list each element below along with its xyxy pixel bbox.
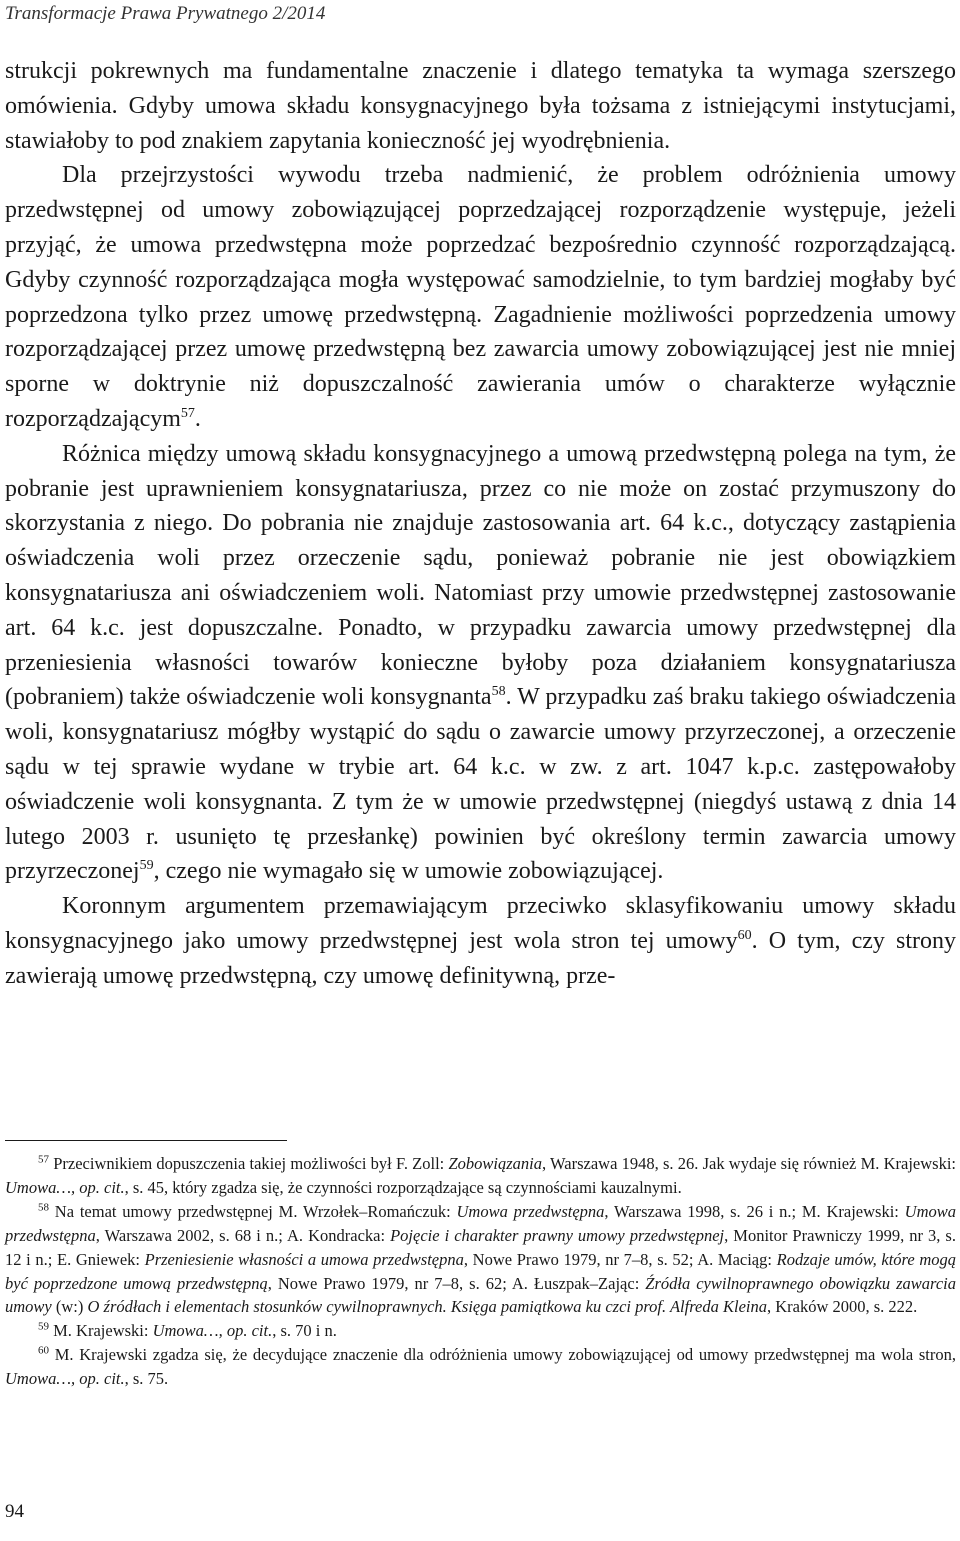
footnote-text: (w:)	[51, 1297, 88, 1317]
footnote-57	[5, 1152, 956, 1200]
footnote-ref-59[interactable]: 59	[139, 858, 154, 874]
footnote-title: Źródła cywilnoprawnego obowiązku zawarcia umowy	[5, 1273, 957, 1317]
footnote-number: 57	[38, 1153, 49, 1166]
paragraph-2-end: .	[194, 405, 201, 432]
footnote-60	[5, 1343, 956, 1391]
footnote-number: 60	[38, 1344, 49, 1357]
footnote-text: Na temat umowy przedwstępnej M. Wrzołek–Romańczuk:	[54, 1201, 457, 1221]
footnote-title: Zobowiązania	[448, 1154, 542, 1173]
footnote-text: M. Krajewski:	[53, 1321, 153, 1341]
footnote-number: 58	[38, 1201, 49, 1214]
footnote-text: , s. 75.	[124, 1369, 169, 1389]
footnote-text: , s. 70 i n.	[272, 1321, 337, 1341]
footnote-title: Umowa przedwstępna	[456, 1201, 605, 1221]
paragraph-3-text-c: , czego nie wymagało się w umowie zobowiązującej.	[153, 858, 664, 885]
paragraph-4	[5, 889, 956, 993]
paragraph-3-text-b: . W przypadku zaś braku takiego oświadczenia woli, konsygnatariusz mógłby wystąpić do sądu o zawarcie umowy przyrzeczonej, a orzeczenie sądu w tej sprawie wydane w trybie art. 64 k.c. w zw. z art. 1047 k.p.c. zastępowałoby oświadczenie woli konsygnanta. Z tym że w umowie przedwstępnej (niegdyś ustawą z dnia 14 lutego 2003 r. usunięto tę przesłankę) powinien być określony termin zawarcia umowy przyrzeczonej	[5, 684, 957, 885]
paragraph-3	[5, 437, 956, 889]
footnote-title: Umowa…, op. cit.	[5, 1177, 125, 1197]
paragraph-2-text: Dla przejrzystości wywodu trzeba nadmienić, że problem odróżnienia umowy przedwstępnej od umowy zobowiązującej poprzedzającej rozporządzenie występuje, jeżeli przyjąć, że umowa przedwstępna może poprzedzać bezpośrednio czynność rozporządzającą. Gdyby czynność rozporządzająca mogła występować samodzielnie, to tym bardziej mogłaby być poprzedzona tylko przez umowę przedwstępną. Zagadnienie możliwości poprzedzenia umowy rozporządzającej przez umowę przedwstępną bez zawarcia umowy zobowiązującej jest nie mniej sporne w doktrynie niż dopuszczalność zawierania umów o charakterze wyłącznie rozporządzającym	[5, 162, 956, 432]
footnote-text: , Warszawa 2002, s. 68 i n.; A. Kondracka:	[95, 1225, 391, 1245]
footnote-title: Pojęcie i charakter prawny umowy przedwstępnej	[390, 1225, 725, 1245]
paragraph-1	[5, 54, 956, 158]
footnote-text: , Nowe Prawo 1979, nr 7–8, s. 52; A. Maciąg:	[463, 1249, 777, 1269]
paragraph-4-text-a: Koronnym argumentem przemawiającym przeciwko sklasyfikowaniu umowy składu konsygnacyjnego jako umowy przedwstępnej jest wola stron tej umowy	[5, 893, 956, 954]
footnote-title: O źródłach i elementach stosunków cywilnoprawnych. Księga pamiątkowa ku czci prof. Alfreda Kleina	[87, 1297, 767, 1317]
footnote-number: 59	[38, 1320, 49, 1333]
footnote-59	[5, 1319, 956, 1343]
paragraph-1-text: strukcji pokrewnych ma fundamentalne znaczenie i dlatego tematyka ta wymaga szerszego omówienia. Gdyby umowa składu konsygnacyjnego była tożsama z istniejącymi instytucjami, stawiałoby to pod znakiem zapytania konieczność jej wyodrębnienia.	[5, 58, 956, 154]
footnote-text: , Warszawa 1948, s. 26. Jak wydaje się również M. Krajewski:	[542, 1154, 956, 1173]
page-number: 94	[5, 1501, 24, 1522]
paragraph-4-text-b: . O tym, czy strony zawierają umowę przedwstępną, czy umowę definitywną, prze-	[5, 927, 956, 989]
running-header: Transformacje Prawa Prywatnego 2/2014	[5, 3, 326, 24]
footnotes	[5, 1152, 956, 1391]
footnote-text: M. Krajewski zgadza się, że decydujące znaczenie dla odróżnienia umowy zobowiązującej od umowy przedwstępnej ma wola stron,	[54, 1345, 957, 1365]
body-text	[5, 54, 956, 994]
footnote-title: Rodzaje umów, które mogą być poprzedzone umową przedwstępną	[5, 1249, 957, 1293]
footnote-58	[5, 1200, 956, 1320]
footnote-ref-60[interactable]: 60	[737, 927, 752, 943]
footnote-title: Przeniesienie własności a umowa przedwstępna	[144, 1249, 464, 1269]
footnote-text: Przeciwnikiem dopuszczenia takiej możliwości był F. Zoll:	[53, 1154, 449, 1173]
footnote-text: , Monitor Prawniczy 1999, nr 3, s. 12 i n.; E. Gniewek:	[5, 1225, 956, 1269]
footnote-title: Umowa przedwstępna	[5, 1201, 956, 1245]
footnote-text: , Kraków 2000, s. 222.	[766, 1297, 918, 1317]
footnote-text: , Nowe Prawo 1979, nr 7–8, s. 62; A. Łuszpak–Zając:	[267, 1273, 646, 1293]
footnote-title: Umowa…, op. cit.	[5, 1369, 125, 1389]
footnote-text: , Warszawa 1998, s. 26 i n.; M. Krajewski:	[604, 1201, 905, 1221]
paragraph-3-text-a: Różnica między umową składu konsygnacyjnego a umową przedwstępną polega na tym, że pobranie jest uprawnieniem konsygnatariusza, przez co nie może on zostać przymuszony do skorzystania z niego. Do pobrania nie znajduje zastosowania art. 64 k.c., dotyczący zastąpienia oświadczenia woli przez orzeczenie sądu, ponieważ pobranie nie jest obowiązkiem konsygnatariusza ani oświadczeniem woli. Natomiast przy umowie przedwstępnej zastosowanie art. 64 k.c. jest dopuszczalne. Ponadto, w przypadku zawarcia umowy przedwstępnej dla przeniesienia własności towarów konieczne byłoby poza działaniem konsygnatariusza (pobraniem) także oświadczenie woli konsygnanta	[5, 440, 956, 711]
footnote-ref-58[interactable]: 58	[491, 684, 506, 700]
footnote-separator	[5, 1140, 287, 1141]
footnote-ref-57[interactable]: 57	[180, 405, 195, 421]
footnote-title: Umowa…, op. cit.	[152, 1321, 273, 1341]
footnote-text: , s. 45, który zgadza się, że czynności rozporządzające są czynnościami kauzalnymi.	[124, 1177, 682, 1197]
paragraph-2	[5, 158, 956, 436]
